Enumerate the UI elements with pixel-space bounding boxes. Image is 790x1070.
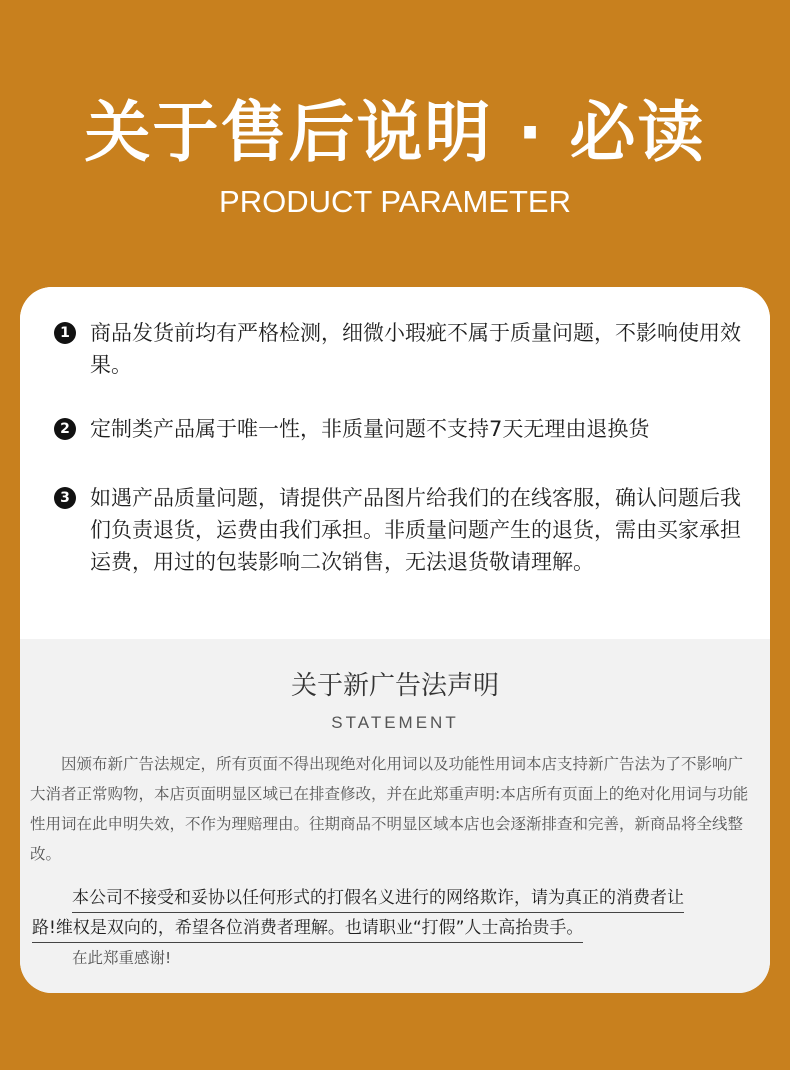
number-badge-icon: 1 xyxy=(54,322,76,344)
statement-body: 因颁布新广告法规定，所有页面不得出现绝对化用词以及功能性用词本店支持新广告法为了不影响广大消者正常购物，本店页面明显区域已在排查修改，并在此郑重声明:本店所有页面上的绝对化用词与功能性用词在此申明失效，不作为理赔理由。往期商品不明显区域本店也会逐渐排查和完善，新商品将全线整改。 xyxy=(30,755,749,863)
notice-text: 如遇产品质量问题，请提供产品图片给我们的在线客服，确认问题后我们负责退货，运费由我们承担。非质量问题产生的退货，需由买家承担运费，用过的包装影响二次销售，无法退货敬请理解。 xyxy=(90,486,741,574)
emphasis-line-1: 本公司不接受和妥协以任何形式的打假名义进行的网络欺诈，请为真正的消费者让 xyxy=(72,888,684,913)
statement-emphasis xyxy=(32,883,742,943)
statement-title: 关于新广告法声明 xyxy=(290,671,499,701)
emphasis-line-2: 路!维权是双向的，希望各位消费者理解。也请职业“打假”人士高抬贵手。 xyxy=(32,918,583,943)
page-subtitle: PRODUCT PARAMETER xyxy=(219,184,571,219)
notice-text: 定制类产品属于唯一性，非质量问题不支持7天无理由退换货 xyxy=(90,417,650,441)
notice-item-2 xyxy=(54,413,744,445)
page-title: 关于售后说明 · 必读 xyxy=(84,94,706,171)
notice-item-3 xyxy=(54,482,744,578)
number-badge-icon: 2 xyxy=(54,418,76,440)
statement-subtitle: STATEMENT xyxy=(331,713,459,732)
notice-text: 商品发货前均有严格检测，细微小瑕疵不属于质量问题，不影响使用效果。 xyxy=(90,321,741,377)
statement-thanks: 在此郑重感谢! xyxy=(72,949,172,967)
number-badge-icon: 3 xyxy=(54,487,76,509)
notice-item-1 xyxy=(54,317,744,381)
info-card xyxy=(20,287,770,993)
